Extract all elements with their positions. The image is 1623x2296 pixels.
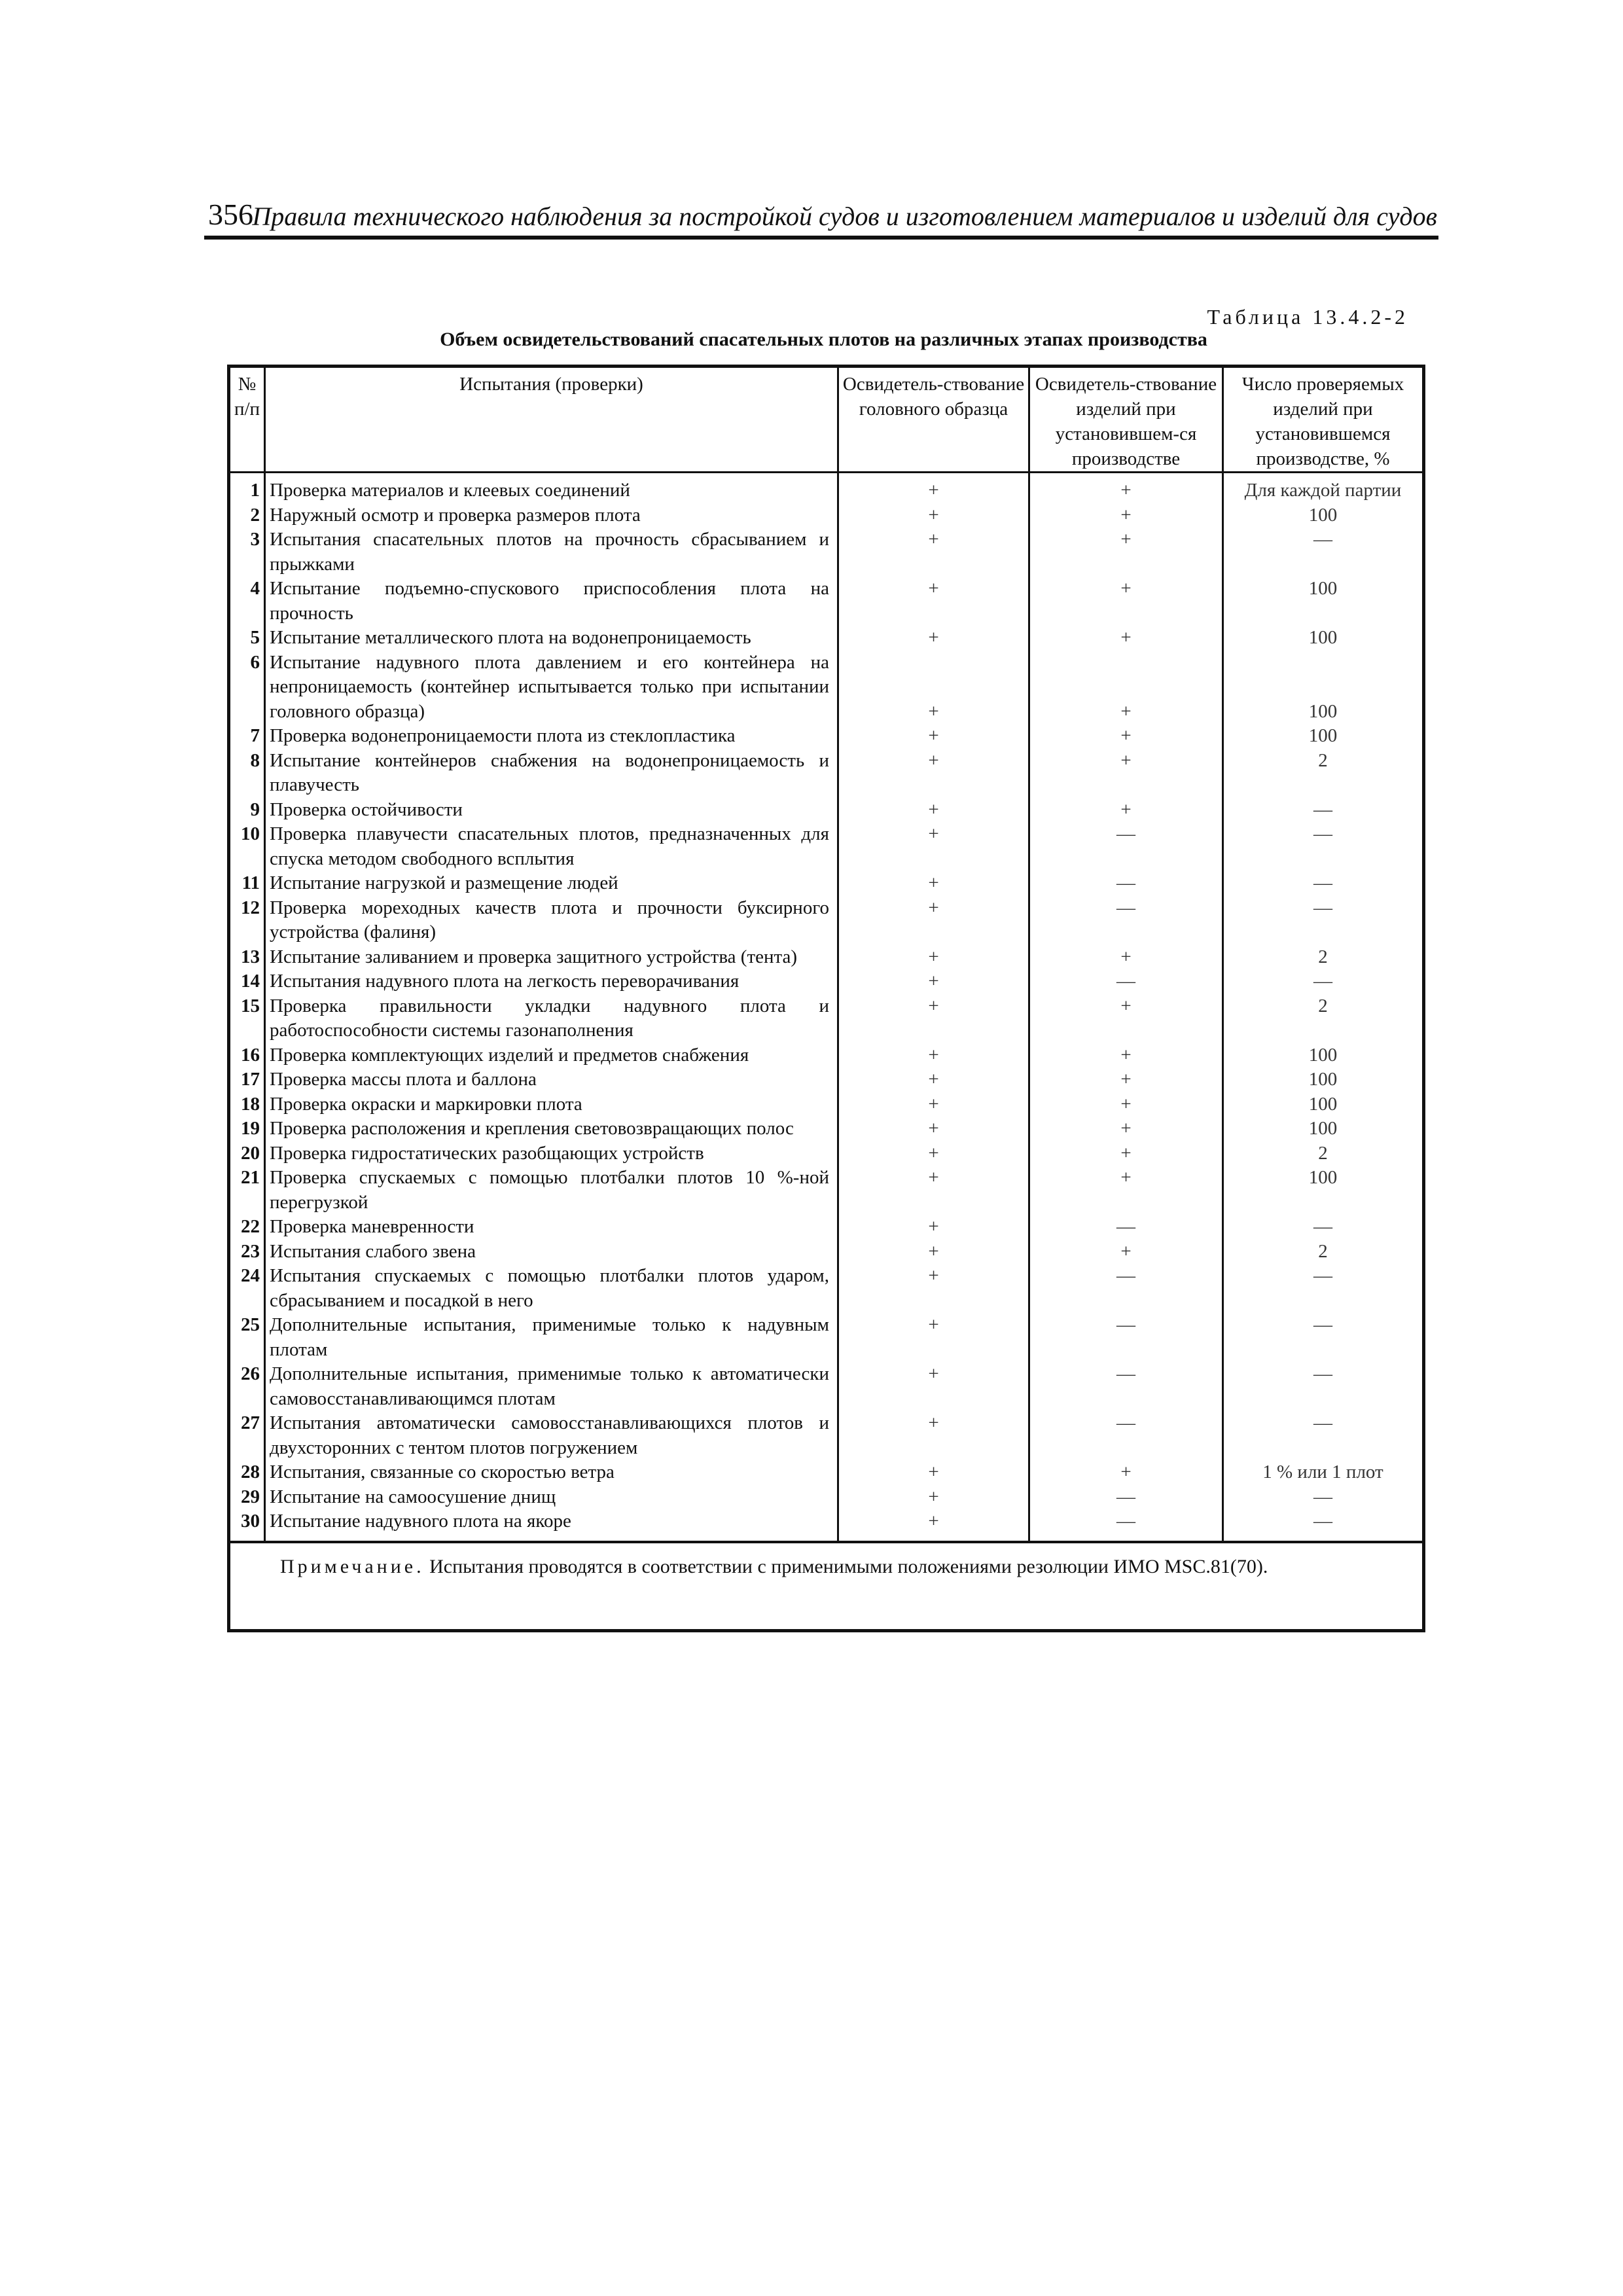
test-name-cell: Проверка гидростатических разобщающих устройств <box>265 1141 838 1166</box>
row-number-cell: 23 <box>241 1240 260 1262</box>
head-sample-cell: + <box>838 473 1029 503</box>
head-sample-cell: + <box>838 1485 1029 1510</box>
head-sample-cell: + <box>838 651 1029 725</box>
head-sample-cell: + <box>838 1215 1029 1240</box>
table-note <box>229 1542 1424 1631</box>
note-label: Примечание. <box>280 1555 425 1577</box>
percent-checked-cell: — <box>1223 896 1424 945</box>
test-name-cell: Испытание надувного плота на якоре <box>265 1509 838 1542</box>
head-sample-cell: + <box>838 1411 1029 1460</box>
head-sample-cell: + <box>838 1362 1029 1411</box>
serial-production-cell: — <box>1029 1509 1223 1542</box>
head-sample-cell: + <box>838 503 1029 528</box>
head-sample-cell: + <box>838 528 1029 577</box>
percent-checked-cell: 100 <box>1223 651 1424 725</box>
percent-checked-cell: 2 <box>1223 749 1424 798</box>
serial-production-cell: — <box>1029 1362 1223 1411</box>
serial-production-cell: + <box>1029 1092 1223 1117</box>
table-row <box>229 798 1424 823</box>
percent-checked-cell: 100 <box>1223 577 1424 626</box>
percent-checked-cell: — <box>1223 1509 1424 1542</box>
test-name-cell: Проверка окраски и маркировки плота <box>265 1092 838 1117</box>
test-name-cell: Проверка материалов и клеевых соединений <box>265 473 838 503</box>
serial-production-cell: — <box>1029 896 1223 945</box>
row-number-cell: 22 <box>241 1216 260 1237</box>
row-number-cell: 12 <box>241 897 260 918</box>
percent-checked-cell: — <box>1223 798 1424 823</box>
head-sample-cell: + <box>838 969 1029 994</box>
table-row <box>229 969 1424 994</box>
table-row <box>229 1166 1424 1215</box>
page-header <box>204 196 1438 240</box>
table-title: Объем освидетельствований спасательных плотов на различных этапах производства <box>440 329 1207 350</box>
test-name-cell: Проверка остойчивости <box>265 798 838 823</box>
head-sample-cell: + <box>838 871 1029 896</box>
percent-checked-cell: 100 <box>1223 1043 1424 1068</box>
head-sample-cell: + <box>838 798 1029 823</box>
row-number-cell: 10 <box>241 823 260 844</box>
row-number-cell: 11 <box>241 872 260 893</box>
table-label: Таблица 13.4.2-2 <box>1207 305 1408 329</box>
head-sample-cell: + <box>838 994 1029 1043</box>
serial-production-cell: + <box>1029 577 1223 626</box>
test-name-cell: Испытания слабого звена <box>265 1240 838 1265</box>
test-name-cell: Испытание контейнеров снабжения на водонепроницаемость и плавучесть <box>265 749 838 798</box>
row-number-cell: 29 <box>241 1486 260 1507</box>
serial-production-cell: + <box>1029 503 1223 528</box>
serial-production-cell: — <box>1029 871 1223 896</box>
table-row <box>229 1411 1424 1460</box>
test-name-cell: Испытания спускаемых с помощью плотбалки плотов ударом, сбрасыванием и посадкой в него <box>265 1264 838 1313</box>
row-number-cell: 9 <box>250 798 260 820</box>
row-number-cell: 27 <box>241 1412 260 1433</box>
table-row <box>229 822 1424 871</box>
percent-checked-cell: Для каждой партии <box>1223 473 1424 503</box>
running-title: Правила технического наблюдения за постройкой судов и изготовлением материалов и изделий для судов <box>252 202 1437 231</box>
percent-checked-cell: — <box>1223 1485 1424 1510</box>
serial-production-cell: — <box>1029 1485 1223 1510</box>
row-number-cell: 7 <box>250 725 260 746</box>
test-name-cell: Проверка правильности укладки надувного плота и работоспособности системы газонаполнения <box>265 994 838 1043</box>
percent-checked-cell: — <box>1223 528 1424 577</box>
test-name-cell: Испытания, связанные со скоростью ветра <box>265 1460 838 1485</box>
serial-production-cell: — <box>1029 969 1223 994</box>
head-sample-cell: + <box>838 724 1029 749</box>
head-sample-cell: + <box>838 1240 1029 1265</box>
percent-checked-cell: — <box>1223 1313 1424 1362</box>
table-row <box>229 528 1424 577</box>
serial-production-cell: + <box>1029 651 1223 725</box>
test-name-cell: Испытания спасательных плотов на прочность сбрасыванием и прыжками <box>265 528 838 577</box>
table-header-row <box>229 367 1424 473</box>
head-sample-cell: + <box>838 577 1029 626</box>
serial-production-cell: — <box>1029 822 1223 871</box>
serial-production-cell: + <box>1029 1460 1223 1485</box>
table-row <box>229 1092 1424 1117</box>
head-sample-cell: + <box>838 1509 1029 1542</box>
serial-production-cell: + <box>1029 1240 1223 1265</box>
column-header-percent-checked: Число проверяемых изделий при установившемся производстве, % <box>1223 367 1424 473</box>
test-name-cell: Проверка спускаемых с помощью плотбалки плотов 10 %-ной перегрузкой <box>265 1166 838 1215</box>
head-sample-cell: + <box>838 626 1029 651</box>
percent-checked-cell: 100 <box>1223 503 1424 528</box>
table-row <box>229 1485 1424 1510</box>
table-row <box>229 651 1424 725</box>
serial-production-cell: + <box>1029 724 1223 749</box>
serial-production-cell: + <box>1029 749 1223 798</box>
table-row <box>229 1264 1424 1313</box>
row-number-cell: 3 <box>250 529 260 550</box>
table-body <box>229 473 1424 1542</box>
percent-checked-cell: 2 <box>1223 945 1424 970</box>
head-sample-cell: + <box>838 945 1029 970</box>
percent-checked-cell: — <box>1223 1411 1424 1460</box>
table-row <box>229 896 1424 945</box>
test-name-cell: Испытание подъемно-спускового приспособления плота на прочность <box>265 577 838 626</box>
note-row <box>229 1542 1424 1631</box>
row-number-cell: 21 <box>241 1167 260 1188</box>
row-number-cell: 6 <box>250 651 260 673</box>
percent-checked-cell: 2 <box>1223 1141 1424 1166</box>
serial-production-cell: + <box>1029 1067 1223 1092</box>
column-header-serial-production: Освидетель-ствование изделий при установившем-ся производстве <box>1029 367 1223 473</box>
percent-checked-cell: — <box>1223 1215 1424 1240</box>
serial-production-cell: — <box>1029 1215 1223 1240</box>
test-name-cell: Проверка расположения и крепления световозвращающих полос <box>265 1117 838 1141</box>
row-number-cell: 24 <box>241 1265 260 1286</box>
head-sample-cell: + <box>838 749 1029 798</box>
serial-production-cell: + <box>1029 1117 1223 1141</box>
test-name-cell: Испытания надувного плота на легкость переворачивания <box>265 969 838 994</box>
serial-production-cell: + <box>1029 528 1223 577</box>
row-number-cell: 8 <box>250 749 260 771</box>
head-sample-cell: + <box>838 822 1029 871</box>
test-name-cell: Испытание заливанием и проверка защитного устройства (тента) <box>265 945 838 970</box>
head-sample-cell: + <box>838 1313 1029 1362</box>
row-number-cell: 30 <box>241 1511 260 1532</box>
percent-checked-cell: — <box>1223 822 1424 871</box>
percent-checked-cell: — <box>1223 1362 1424 1411</box>
row-number-cell: 13 <box>241 946 260 967</box>
table-row <box>229 1509 1424 1542</box>
column-header-head-sample: Освидетель-ствование головного образца <box>838 367 1029 473</box>
test-name-cell: Дополнительные испытания, применимые только к автоматически самовосстанавливающимся плотам <box>265 1362 838 1411</box>
percent-checked-cell: 100 <box>1223 1117 1424 1141</box>
head-sample-cell: + <box>838 1264 1029 1313</box>
row-number-cell: 1 <box>250 480 260 501</box>
table-row <box>229 503 1424 528</box>
test-name-cell: Испытания автоматически самовосстанавливающихся плотов и двухсторонних с тентом плотов погружением <box>265 1411 838 1460</box>
test-name-cell: Испытание на самоосушение днищ <box>265 1485 838 1510</box>
serial-production-cell: — <box>1029 1264 1223 1313</box>
table-row <box>229 1460 1424 1485</box>
test-name-cell: Проверка мореходных качеств плота и прочности буксирного устройства (фалиня) <box>265 896 838 945</box>
row-number-cell: 14 <box>241 971 260 992</box>
percent-checked-cell: 2 <box>1223 994 1424 1043</box>
table-row <box>229 1141 1424 1166</box>
table-row <box>229 749 1424 798</box>
row-number-cell: 20 <box>241 1142 260 1164</box>
serial-production-cell: + <box>1029 1043 1223 1068</box>
head-sample-cell: + <box>838 1092 1029 1117</box>
serial-production-cell: + <box>1029 945 1223 970</box>
serial-production-cell: + <box>1029 798 1223 823</box>
test-name-cell: Проверка комплектующих изделий и предметов снабжения <box>265 1043 838 1068</box>
table-row <box>229 1313 1424 1362</box>
head-sample-cell: + <box>838 896 1029 945</box>
test-name-cell: Испытание надувного плота давлением и его контейнера на непроницаемость (контейнер испытывается только при испытании головного образца) <box>265 651 838 725</box>
test-name-cell: Испытание нагрузкой и размещение людей <box>265 871 838 896</box>
column-header-tests: Испытания (проверки) <box>265 367 838 473</box>
serial-production-cell: + <box>1029 1141 1223 1166</box>
table-row <box>229 577 1424 626</box>
percent-checked-cell: 100 <box>1223 1067 1424 1092</box>
table-row <box>229 626 1424 651</box>
percent-checked-cell: — <box>1223 969 1424 994</box>
table-row <box>229 871 1424 896</box>
serial-production-cell: + <box>1029 1166 1223 1215</box>
row-number-cell: 2 <box>250 504 260 526</box>
percent-checked-cell: 2 <box>1223 1240 1424 1265</box>
test-name-cell: Проверка плавучести спасательных плотов, предназначенных для спуска методом свободного всплытия <box>265 822 838 871</box>
test-name-cell: Испытание металлического плота на водонепроницаемость <box>265 626 838 651</box>
head-sample-cell: + <box>838 1141 1029 1166</box>
row-number-cell: 4 <box>250 578 260 599</box>
table-row <box>229 994 1424 1043</box>
test-name-cell: Проверка маневренности <box>265 1215 838 1240</box>
head-sample-cell: + <box>838 1166 1029 1215</box>
table-row <box>229 945 1424 970</box>
serial-production-cell: + <box>1029 626 1223 651</box>
table-row <box>229 1043 1424 1068</box>
row-number-cell: 17 <box>241 1069 260 1090</box>
row-number-cell: 16 <box>241 1044 260 1066</box>
table-row <box>229 1240 1424 1265</box>
head-sample-cell: + <box>838 1067 1029 1092</box>
test-name-cell: Наружный осмотр и проверка размеров плота <box>265 503 838 528</box>
serial-production-cell: + <box>1029 994 1223 1043</box>
row-number-cell: 15 <box>241 995 260 1016</box>
percent-checked-cell: 100 <box>1223 626 1424 651</box>
percent-checked-cell: 100 <box>1223 1092 1424 1117</box>
row-number-cell: 18 <box>241 1093 260 1115</box>
percent-checked-cell: 1 % или 1 плот <box>1223 1460 1424 1485</box>
table-row <box>229 724 1424 749</box>
page-number: 356 <box>208 198 253 231</box>
serial-production-cell: — <box>1029 1411 1223 1460</box>
row-number-cell: 5 <box>250 627 260 648</box>
survey-table <box>227 365 1425 1632</box>
table-row <box>229 1117 1424 1141</box>
head-sample-cell: + <box>838 1117 1029 1141</box>
row-number-cell: 26 <box>241 1363 260 1384</box>
test-name-cell: Проверка водонепроницаемости плота из стеклопластика <box>265 724 838 749</box>
column-header-number: № п/п <box>229 367 265 473</box>
test-name-cell: Дополнительные испытания, применимые только к надувным плотам <box>265 1313 838 1362</box>
table-row <box>229 473 1424 503</box>
serial-production-cell: + <box>1029 473 1223 503</box>
percent-checked-cell: — <box>1223 1264 1424 1313</box>
head-sample-cell: + <box>838 1043 1029 1068</box>
row-number-cell: 19 <box>241 1118 260 1139</box>
note-text: Испытания проводятся в соответствии с применимыми положениями резолюции ИМО MSC.81(70). <box>429 1555 1268 1577</box>
table-row <box>229 1362 1424 1411</box>
percent-checked-cell: 100 <box>1223 1166 1424 1215</box>
row-number-cell: 25 <box>241 1314 260 1335</box>
test-name-cell: Проверка массы плота и баллона <box>265 1067 838 1092</box>
row-number-cell: 28 <box>241 1462 260 1482</box>
table-row <box>229 1067 1424 1092</box>
percent-checked-cell: — <box>1223 871 1424 896</box>
percent-checked-cell: 100 <box>1223 724 1424 749</box>
head-sample-cell: + <box>838 1460 1029 1485</box>
table-row <box>229 1215 1424 1240</box>
serial-production-cell: — <box>1029 1313 1223 1362</box>
